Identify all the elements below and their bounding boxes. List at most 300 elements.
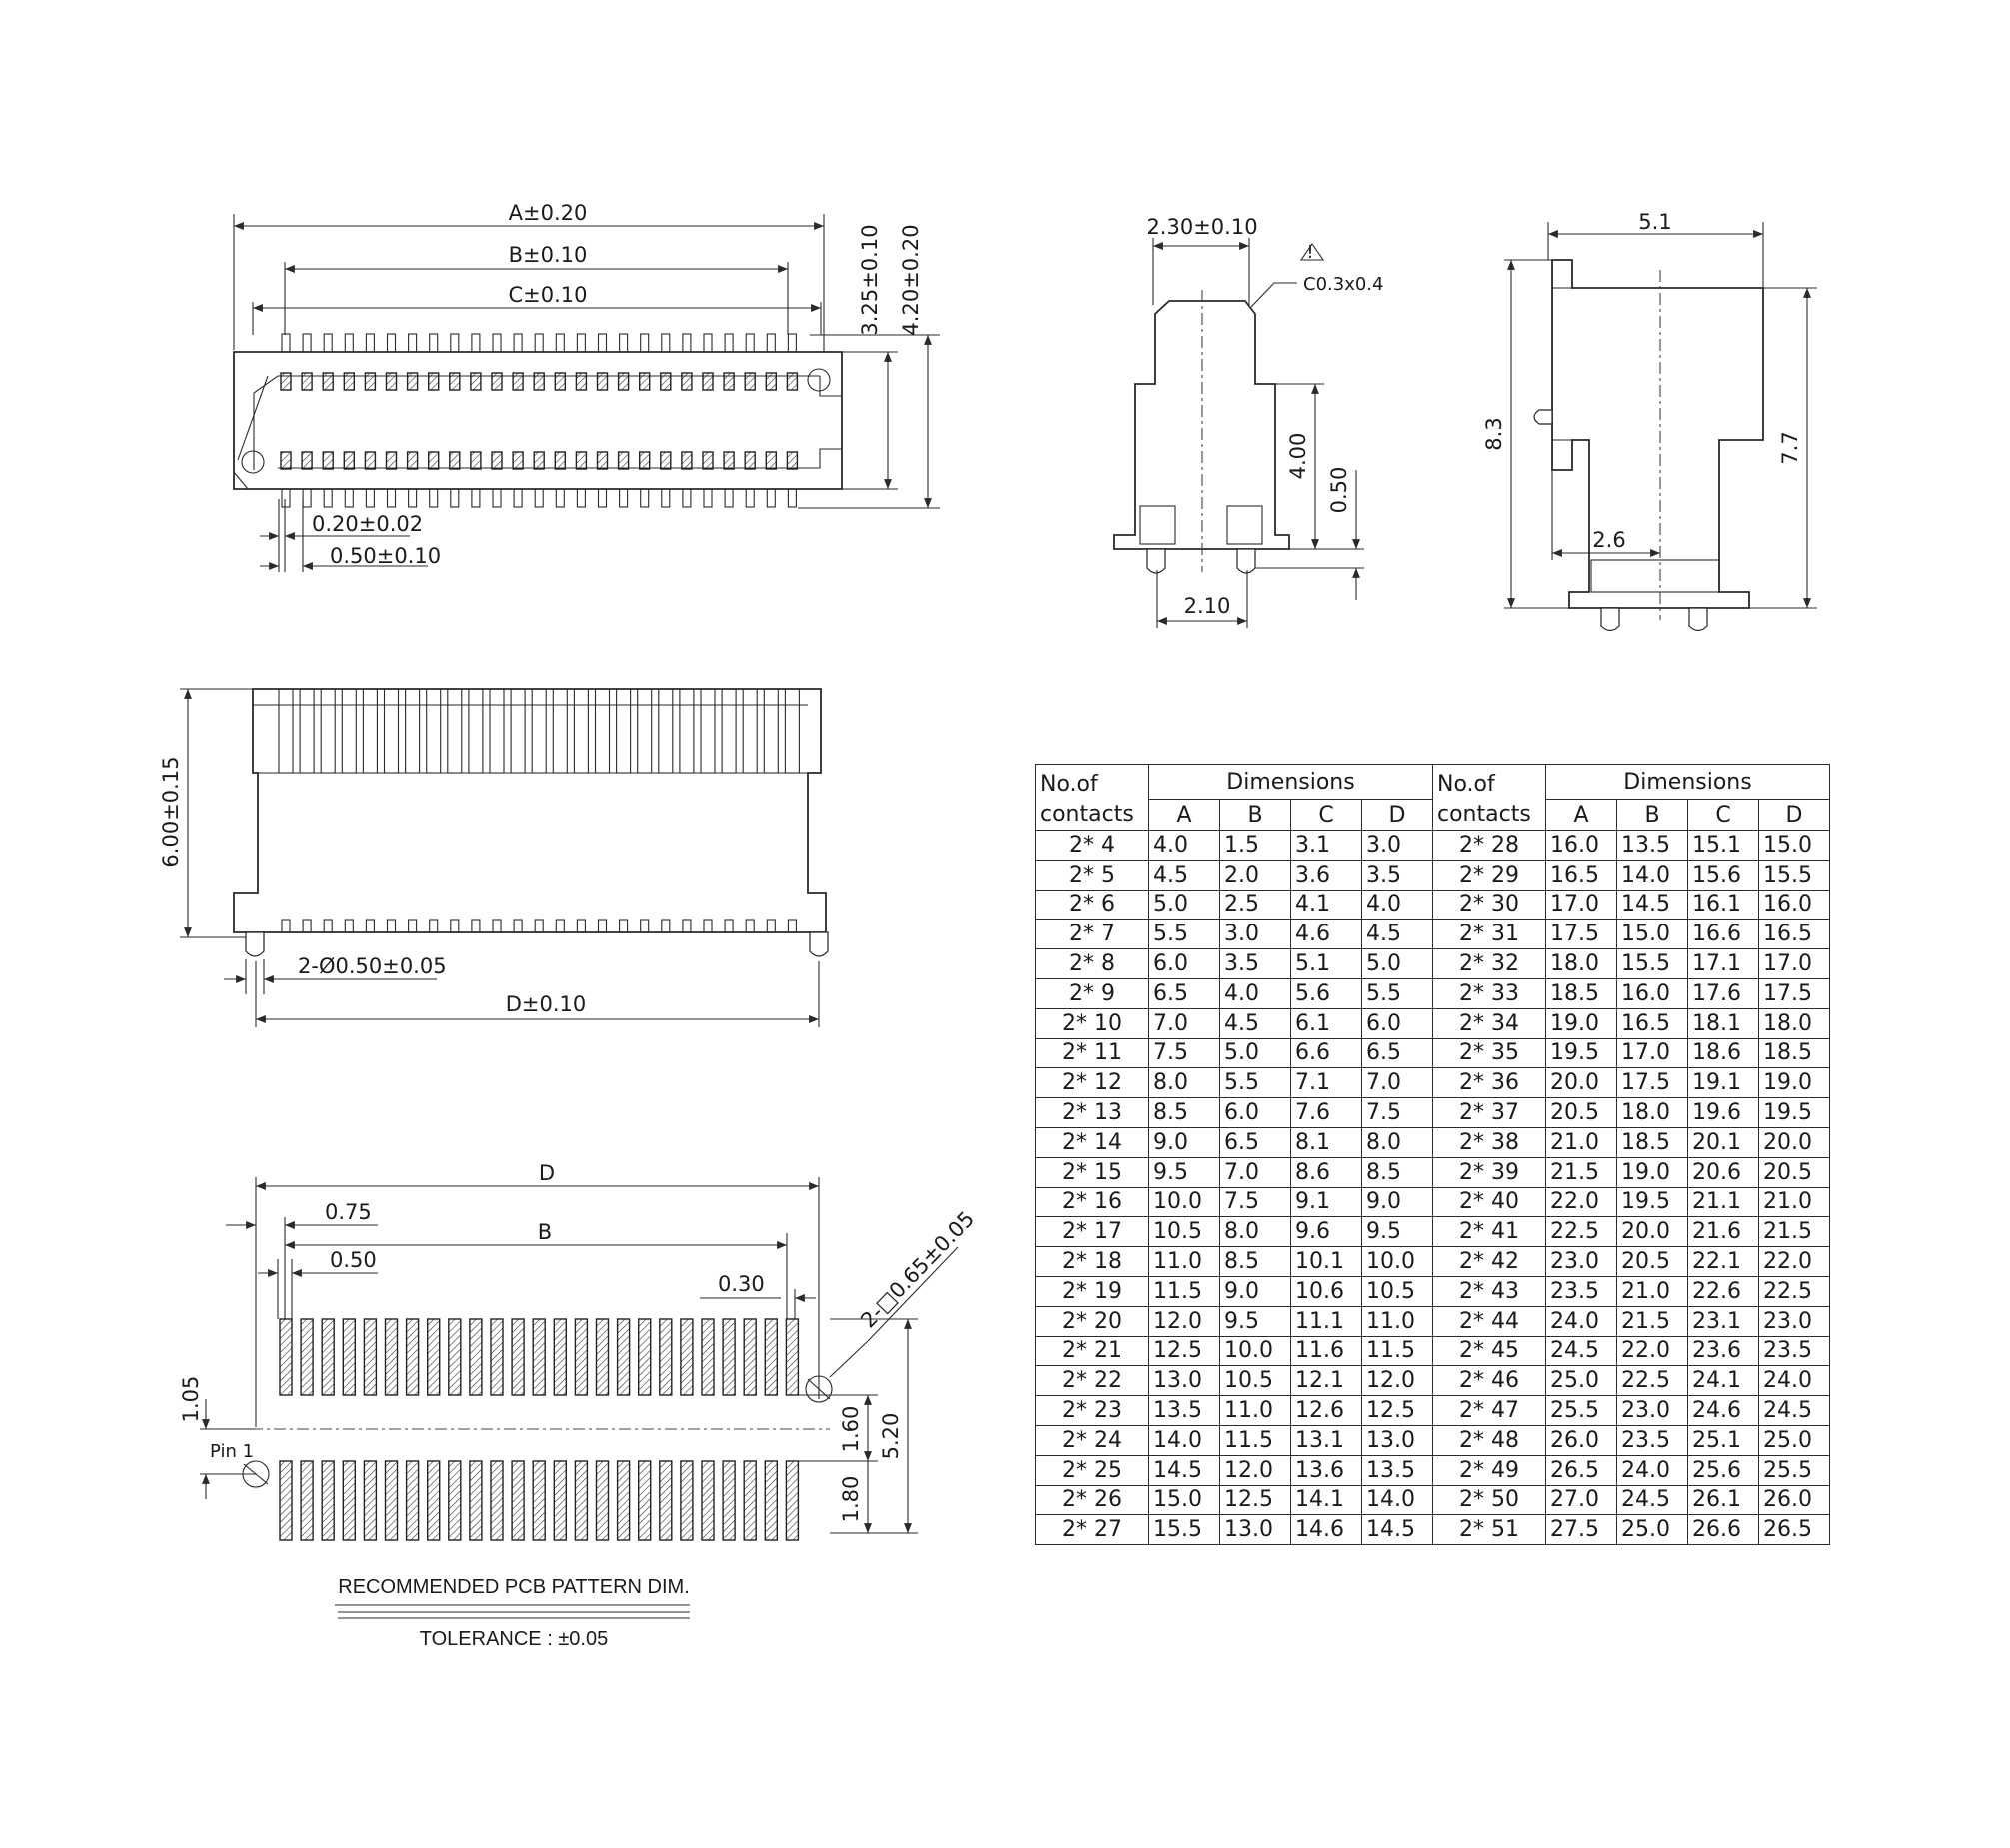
dimension-cell: 20.5 bbox=[1546, 1098, 1617, 1128]
dimension-cell: 19.5 bbox=[1546, 1038, 1617, 1068]
dimension-cell: 9.0 bbox=[1362, 1187, 1433, 1217]
contact-pin bbox=[492, 373, 502, 390]
dimension-cell: 19.0 bbox=[1617, 1157, 1688, 1187]
dimension-cell: 20.5 bbox=[1759, 1157, 1830, 1187]
dim-pin-width: 0.20±0.02 bbox=[312, 512, 424, 536]
table-row bbox=[1036, 1187, 1830, 1217]
pcb-D-label: D bbox=[538, 1161, 556, 1185]
pcb-pad bbox=[639, 1319, 651, 1395]
dimension-cell: 10.0 bbox=[1149, 1187, 1220, 1217]
contact-tail bbox=[366, 334, 374, 352]
dimension-cell: 17.0 bbox=[1546, 890, 1617, 920]
dimension-cell: 3.5 bbox=[1220, 949, 1291, 979]
dimension-cell: 23.0 bbox=[1546, 1247, 1617, 1277]
pcb-pad bbox=[786, 1461, 798, 1540]
dim-A-label: A±0.20 bbox=[508, 201, 588, 225]
contact-pin bbox=[619, 373, 629, 390]
contact-pin bbox=[703, 373, 713, 390]
pcb-pad bbox=[765, 1461, 777, 1540]
contacts-cell: 2* 11 bbox=[1036, 1038, 1149, 1068]
contact-tail bbox=[620, 334, 628, 352]
pcb-pad bbox=[449, 1461, 461, 1540]
pcb-pad bbox=[428, 1319, 440, 1395]
dimension-cell: 7.5 bbox=[1220, 1187, 1291, 1217]
contact-tail bbox=[472, 489, 480, 507]
contact-pin bbox=[513, 373, 523, 390]
pcb-160-label: 1.60 bbox=[839, 1405, 863, 1453]
pcb-075-label: 0.75 bbox=[325, 1200, 372, 1224]
dimension-cell: 19.6 bbox=[1688, 1098, 1759, 1128]
contacts-cell: 2* 51 bbox=[1433, 1515, 1546, 1545]
dimension-cell: 16.0 bbox=[1617, 978, 1688, 1008]
contact-pin bbox=[598, 373, 608, 390]
pcb-pin1-label: Pin 1 bbox=[210, 1441, 255, 1462]
dimension-cell: 5.0 bbox=[1362, 949, 1433, 979]
dimension-cell: 14.0 bbox=[1149, 1425, 1220, 1455]
dimension-cell: 13.5 bbox=[1149, 1396, 1220, 1426]
pcb-pad bbox=[343, 1461, 355, 1540]
contact-pin bbox=[365, 373, 375, 390]
col-B: B bbox=[1220, 800, 1291, 831]
dimension-cell: 22.6 bbox=[1688, 1276, 1759, 1306]
pcb-pad bbox=[449, 1319, 461, 1395]
dimension-cell: 22.5 bbox=[1617, 1366, 1688, 1396]
col-D: D bbox=[1362, 800, 1433, 831]
contact-pin bbox=[450, 452, 460, 469]
pcb-520-label: 5.20 bbox=[879, 1412, 903, 1460]
dimension-cell: 8.5 bbox=[1220, 1247, 1291, 1277]
dimension-cell: 25.0 bbox=[1546, 1366, 1617, 1396]
table-row bbox=[1036, 1008, 1830, 1038]
pcb-hole-label: 2-□0.65±0.05 bbox=[856, 1206, 980, 1333]
contact-pin bbox=[640, 373, 650, 390]
contact-pin bbox=[576, 373, 586, 390]
col-contacts-header-right bbox=[1433, 765, 1546, 831]
contact-pin bbox=[387, 373, 397, 390]
table-row bbox=[1036, 1127, 1830, 1157]
contact-tail bbox=[514, 489, 522, 507]
dimension-cell: 11.6 bbox=[1291, 1336, 1362, 1366]
dimension-cell: 9.5 bbox=[1362, 1217, 1433, 1247]
dimension-cell: 5.0 bbox=[1149, 890, 1220, 920]
contacts-cell: 2* 37 bbox=[1433, 1098, 1546, 1128]
dimension-cell: 23.5 bbox=[1617, 1425, 1688, 1455]
contact-tail bbox=[725, 334, 733, 352]
contacts-cell: 2* 43 bbox=[1433, 1276, 1546, 1306]
dim-h2-label: 4.20±0.20 bbox=[899, 224, 923, 336]
contacts-cell: 2* 49 bbox=[1433, 1455, 1546, 1485]
contacts-cell: 2* 12 bbox=[1036, 1068, 1149, 1098]
contact-tail bbox=[282, 489, 290, 507]
dimension-cell: 8.5 bbox=[1362, 1157, 1433, 1187]
dimension-cell: 6.5 bbox=[1362, 1038, 1433, 1068]
dimension-cell: 22.5 bbox=[1546, 1217, 1617, 1247]
contact-tail bbox=[725, 489, 733, 507]
pcb-pad bbox=[364, 1319, 376, 1395]
contact-tail bbox=[493, 334, 501, 352]
dimension-cell: 23.5 bbox=[1546, 1276, 1617, 1306]
col-dimensions-header: Dimensions bbox=[1149, 765, 1433, 800]
contact-pin bbox=[619, 452, 629, 469]
dimension-cell: 12.0 bbox=[1362, 1366, 1433, 1396]
dimension-cell: 16.5 bbox=[1617, 1008, 1688, 1038]
contact-tail bbox=[746, 334, 754, 352]
dimension-cell: 17.0 bbox=[1617, 1038, 1688, 1068]
contacts-cell: 2* 5 bbox=[1036, 860, 1149, 890]
pcb-pad bbox=[681, 1461, 693, 1540]
contact-pin bbox=[534, 373, 544, 390]
dimension-cell: 5.6 bbox=[1291, 978, 1362, 1008]
pcb-pad bbox=[618, 1319, 630, 1395]
pcb-pad bbox=[512, 1319, 524, 1395]
dimension-cell: 19.0 bbox=[1546, 1008, 1617, 1038]
dimension-cell: 18.0 bbox=[1759, 1008, 1830, 1038]
contact-tail bbox=[388, 489, 396, 507]
table-row bbox=[1036, 1306, 1830, 1336]
side-standoff-label: 0.50 bbox=[1327, 466, 1351, 514]
col-B-right: B bbox=[1617, 800, 1688, 831]
end-view bbox=[1482, 210, 1817, 631]
dimension-cell: 4.5 bbox=[1362, 920, 1433, 949]
contacts-cell: 2* 42 bbox=[1433, 1247, 1546, 1277]
dimension-cell: 9.6 bbox=[1291, 1217, 1362, 1247]
pcb-pad bbox=[407, 1461, 419, 1540]
dimensions-table bbox=[1035, 764, 1830, 1545]
contact-pin bbox=[766, 373, 776, 390]
contact-pin bbox=[302, 452, 312, 469]
contact-tail bbox=[430, 489, 438, 507]
dim-h1-label: 3.25±0.10 bbox=[858, 224, 882, 336]
contact-pin bbox=[429, 452, 439, 469]
dim-B-label: B±0.10 bbox=[508, 243, 588, 267]
contacts-cell: 2* 19 bbox=[1036, 1276, 1149, 1306]
dimension-cell: 8.0 bbox=[1220, 1217, 1291, 1247]
dimension-cell: 25.6 bbox=[1688, 1455, 1759, 1485]
col-D-right: D bbox=[1759, 800, 1830, 831]
contact-tail bbox=[303, 334, 311, 352]
dimension-cell: 9.0 bbox=[1149, 1127, 1220, 1157]
dimension-cell: 10.0 bbox=[1362, 1247, 1433, 1277]
dimension-cell: 25.0 bbox=[1759, 1425, 1830, 1455]
contact-tail bbox=[366, 489, 374, 507]
dimension-cell: 20.1 bbox=[1688, 1127, 1759, 1157]
contacts-cell: 2* 50 bbox=[1433, 1485, 1546, 1515]
contact-tail bbox=[704, 489, 712, 507]
dimension-cell: 22.1 bbox=[1688, 1247, 1759, 1277]
pcb-pad bbox=[533, 1461, 545, 1540]
pcb-pad bbox=[554, 1461, 566, 1540]
dimension-cell: 19.5 bbox=[1617, 1187, 1688, 1217]
pcb-pad bbox=[322, 1319, 334, 1395]
pcb-pad bbox=[723, 1319, 735, 1395]
contact-tail bbox=[324, 334, 332, 352]
dimension-cell: 4.0 bbox=[1149, 831, 1220, 861]
contact-tail bbox=[324, 489, 332, 507]
contact-tail bbox=[620, 489, 628, 507]
pcb-pad bbox=[280, 1319, 292, 1395]
col-C-right: C bbox=[1688, 800, 1759, 831]
dimension-cell: 14.5 bbox=[1149, 1455, 1220, 1485]
dimension-cell: 20.0 bbox=[1546, 1068, 1617, 1098]
dimension-cell: 11.0 bbox=[1149, 1247, 1220, 1277]
contacts-cell: 2* 30 bbox=[1433, 890, 1546, 920]
dimension-cell: 26.0 bbox=[1546, 1425, 1617, 1455]
dim-C-label: C±0.10 bbox=[508, 283, 588, 307]
contacts-cell: 2* 4 bbox=[1036, 831, 1149, 861]
dimension-cell: 22.0 bbox=[1546, 1187, 1617, 1217]
dimension-cell: 22.0 bbox=[1759, 1247, 1830, 1277]
contact-tail bbox=[767, 334, 775, 352]
dimension-cell: 20.5 bbox=[1617, 1247, 1688, 1277]
pcb-pad bbox=[470, 1319, 482, 1395]
contact-pin bbox=[682, 373, 692, 390]
contact-tail bbox=[599, 489, 607, 507]
dimension-cell: 5.0 bbox=[1220, 1038, 1291, 1068]
dimension-cell: 9.1 bbox=[1291, 1187, 1362, 1217]
dimension-cell: 5.1 bbox=[1291, 949, 1362, 979]
contact-tail bbox=[535, 489, 543, 507]
contacts-cell: 2* 29 bbox=[1433, 860, 1546, 890]
dimension-cell: 12.5 bbox=[1220, 1485, 1291, 1515]
side-height-label: 4.00 bbox=[1286, 432, 1310, 480]
dimension-cell: 3.5 bbox=[1362, 860, 1433, 890]
dimension-cell: 3.0 bbox=[1362, 831, 1433, 861]
dimension-cell: 12.0 bbox=[1149, 1306, 1220, 1336]
pcb-pad bbox=[407, 1319, 419, 1395]
dimension-cell: 23.0 bbox=[1617, 1396, 1688, 1426]
contacts-cell: 2* 31 bbox=[1433, 920, 1546, 949]
dimension-cell: 17.0 bbox=[1759, 949, 1830, 979]
dimension-cell: 2.5 bbox=[1220, 890, 1291, 920]
dimension-cell: 12.5 bbox=[1149, 1336, 1220, 1366]
contact-pin bbox=[787, 452, 797, 469]
dimension-cell: 4.1 bbox=[1291, 890, 1362, 920]
dimension-cell: 8.1 bbox=[1291, 1127, 1362, 1157]
contact-tail bbox=[472, 334, 480, 352]
contacts-cell: 2* 34 bbox=[1433, 1008, 1546, 1038]
pcb-pattern bbox=[179, 1161, 979, 1650]
contacts-cell: 2* 13 bbox=[1036, 1098, 1149, 1128]
dimension-cell: 13.0 bbox=[1362, 1425, 1433, 1455]
dimension-cell: 16.0 bbox=[1759, 890, 1830, 920]
dimension-cell: 3.0 bbox=[1220, 920, 1291, 949]
pcb-pad-row-2 bbox=[280, 1461, 798, 1540]
svg-text:!: ! bbox=[1306, 242, 1314, 263]
col-contacts-header bbox=[1036, 765, 1149, 831]
pcb-pad bbox=[491, 1319, 503, 1395]
dimension-cell: 23.1 bbox=[1688, 1306, 1759, 1336]
contact-pin bbox=[724, 373, 734, 390]
pcb-pad bbox=[533, 1319, 545, 1395]
contact-tail bbox=[641, 334, 649, 352]
contact-pin bbox=[745, 452, 755, 469]
dimension-cell: 13.0 bbox=[1220, 1515, 1291, 1545]
dimension-cell: 14.0 bbox=[1617, 860, 1688, 890]
contacts-cell: 2* 23 bbox=[1036, 1396, 1149, 1426]
side-width-label: 2.30±0.10 bbox=[1146, 215, 1258, 239]
dimension-cell: 16.1 bbox=[1688, 890, 1759, 920]
dimension-cell: 4.0 bbox=[1220, 978, 1291, 1008]
contact-pin bbox=[344, 452, 354, 469]
table-row bbox=[1036, 1157, 1830, 1187]
contact-pin bbox=[302, 373, 312, 390]
table-row bbox=[1036, 1098, 1830, 1128]
contact-pin bbox=[408, 452, 418, 469]
contact-pin bbox=[766, 452, 776, 469]
dimension-cell: 14.6 bbox=[1291, 1515, 1362, 1545]
dimension-cell: 19.0 bbox=[1759, 1068, 1830, 1098]
dimension-cell: 13.1 bbox=[1291, 1425, 1362, 1455]
contacts-cell: 2* 21 bbox=[1036, 1336, 1149, 1366]
contacts-cell: 2* 22 bbox=[1036, 1366, 1149, 1396]
dimension-cell: 10.5 bbox=[1149, 1217, 1220, 1247]
contacts-cell: 2* 9 bbox=[1036, 978, 1149, 1008]
contacts-cell: 2* 41 bbox=[1433, 1217, 1546, 1247]
side-base-label: 2.10 bbox=[1183, 594, 1231, 618]
dimension-cell: 18.1 bbox=[1688, 1008, 1759, 1038]
contact-pin bbox=[534, 452, 544, 469]
dimension-cell: 15.5 bbox=[1617, 949, 1688, 979]
contact-tail bbox=[430, 334, 438, 352]
contact-pin bbox=[555, 373, 565, 390]
dimension-cell: 15.6 bbox=[1688, 860, 1759, 890]
contact-pin bbox=[745, 373, 755, 390]
dimension-cell: 3.6 bbox=[1291, 860, 1362, 890]
table-row bbox=[1036, 1396, 1830, 1426]
contacts-cell: 2* 27 bbox=[1036, 1515, 1149, 1545]
table-row bbox=[1036, 1247, 1830, 1277]
dimension-cell: 20.0 bbox=[1759, 1127, 1830, 1157]
contact-tail bbox=[641, 489, 649, 507]
table-row bbox=[1036, 1515, 1830, 1545]
dimension-cell: 6.0 bbox=[1220, 1098, 1291, 1128]
end-height2-label: 7.7 bbox=[1778, 431, 1802, 465]
dimension-cell: 10.0 bbox=[1220, 1336, 1291, 1366]
dimension-cell: 17.5 bbox=[1546, 920, 1617, 949]
contact-tail bbox=[388, 334, 396, 352]
dimension-cell: 11.0 bbox=[1220, 1396, 1291, 1426]
contact-pin bbox=[724, 452, 734, 469]
front-D-label: D±0.10 bbox=[505, 992, 587, 1016]
pcb-pad bbox=[386, 1461, 398, 1540]
pcb-pad bbox=[744, 1319, 756, 1395]
dimension-cell: 15.0 bbox=[1759, 831, 1830, 861]
dimension-cell: 7.6 bbox=[1291, 1098, 1362, 1128]
contact-pin bbox=[323, 373, 333, 390]
dimension-cell: 6.5 bbox=[1149, 978, 1220, 1008]
dimension-cell: 7.5 bbox=[1149, 1038, 1220, 1068]
dimension-cell: 21.5 bbox=[1617, 1306, 1688, 1336]
dimension-cell: 11.5 bbox=[1220, 1425, 1291, 1455]
pcb-pattern-title: RECOMMENDED PCB PATTERN DIM. bbox=[338, 1576, 690, 1598]
pcb-pad bbox=[786, 1319, 798, 1395]
dimension-cell: 25.1 bbox=[1688, 1425, 1759, 1455]
contacts-cell: 2* 47 bbox=[1433, 1396, 1546, 1426]
pcb-pad-row-1 bbox=[280, 1319, 798, 1395]
contact-pin bbox=[365, 452, 375, 469]
pcb-pad bbox=[386, 1319, 398, 1395]
dimension-cell: 17.5 bbox=[1759, 978, 1830, 1008]
dimension-cell: 13.5 bbox=[1617, 831, 1688, 861]
contacts-cell: 2* 36 bbox=[1433, 1068, 1546, 1098]
side-view bbox=[1114, 215, 1383, 628]
dimension-cell: 21.0 bbox=[1546, 1127, 1617, 1157]
contacts-cell: 2* 48 bbox=[1433, 1425, 1546, 1455]
table-row bbox=[1036, 949, 1830, 979]
contact-pin bbox=[640, 452, 650, 469]
contact-pin bbox=[344, 373, 354, 390]
dimension-cell: 9.0 bbox=[1220, 1276, 1291, 1306]
contact-tail bbox=[683, 334, 691, 352]
pcb-pad bbox=[301, 1319, 313, 1395]
contact-tail bbox=[788, 489, 796, 507]
dimension-cell: 6.1 bbox=[1291, 1008, 1362, 1038]
pcb-pad bbox=[765, 1319, 777, 1395]
contact-tail bbox=[282, 334, 290, 352]
dimension-cell: 10.6 bbox=[1291, 1276, 1362, 1306]
pcb-pad bbox=[343, 1319, 355, 1395]
pcb-pad bbox=[660, 1461, 672, 1540]
dimension-cell: 15.5 bbox=[1149, 1515, 1220, 1545]
dimension-cell: 26.5 bbox=[1546, 1455, 1617, 1485]
dimension-cell: 12.5 bbox=[1362, 1396, 1433, 1426]
dimension-cell: 26.6 bbox=[1688, 1515, 1759, 1545]
dimension-cell: 3.1 bbox=[1291, 831, 1362, 861]
contacts-cell: 2* 14 bbox=[1036, 1127, 1149, 1157]
contact-tail bbox=[409, 489, 417, 507]
table-row bbox=[1036, 1455, 1830, 1485]
dimension-cell: 7.1 bbox=[1291, 1068, 1362, 1098]
contact-pin bbox=[323, 452, 333, 469]
contacts-cell: 2* 18 bbox=[1036, 1247, 1149, 1277]
pcb-pad bbox=[512, 1461, 524, 1540]
pcb-pad bbox=[744, 1461, 756, 1540]
dimension-cell: 18.6 bbox=[1688, 1038, 1759, 1068]
pcb-pad bbox=[322, 1461, 334, 1540]
contacts-cell: 2* 17 bbox=[1036, 1217, 1149, 1247]
table-row bbox=[1036, 831, 1830, 861]
contact-tail bbox=[409, 334, 417, 352]
pcb-pad bbox=[639, 1461, 651, 1540]
dimension-cell: 16.5 bbox=[1759, 920, 1830, 949]
table-row bbox=[1036, 890, 1830, 920]
pcb-pad bbox=[280, 1461, 292, 1540]
col-contacts-line1: No.of bbox=[1040, 771, 1098, 797]
contacts-cell: 2* 6 bbox=[1036, 890, 1149, 920]
contact-tail bbox=[683, 489, 691, 507]
dimension-cell: 23.6 bbox=[1688, 1336, 1759, 1366]
dimension-cell: 14.0 bbox=[1362, 1485, 1433, 1515]
contact-pin bbox=[598, 452, 608, 469]
contact-tail bbox=[535, 334, 543, 352]
contacts-cell: 2* 8 bbox=[1036, 949, 1149, 979]
dimension-cell: 6.5 bbox=[1220, 1127, 1291, 1157]
contacts-cell: 2* 7 bbox=[1036, 920, 1149, 949]
col-A: A bbox=[1149, 800, 1220, 831]
contacts-cell: 2* 26 bbox=[1036, 1485, 1149, 1515]
dimension-cell: 19.1 bbox=[1688, 1068, 1759, 1098]
pcb-pad bbox=[660, 1319, 672, 1395]
contacts-cell: 2* 15 bbox=[1036, 1157, 1149, 1187]
dimension-cell: 25.0 bbox=[1617, 1515, 1688, 1545]
pcb-pad bbox=[428, 1461, 440, 1540]
table-header-row bbox=[1036, 765, 1830, 800]
contacts-cell: 2* 40 bbox=[1433, 1187, 1546, 1217]
dimension-cell: 14.1 bbox=[1291, 1485, 1362, 1515]
table-row bbox=[1036, 920, 1830, 949]
pcb-pad bbox=[575, 1461, 587, 1540]
pcb-pad bbox=[491, 1461, 503, 1540]
